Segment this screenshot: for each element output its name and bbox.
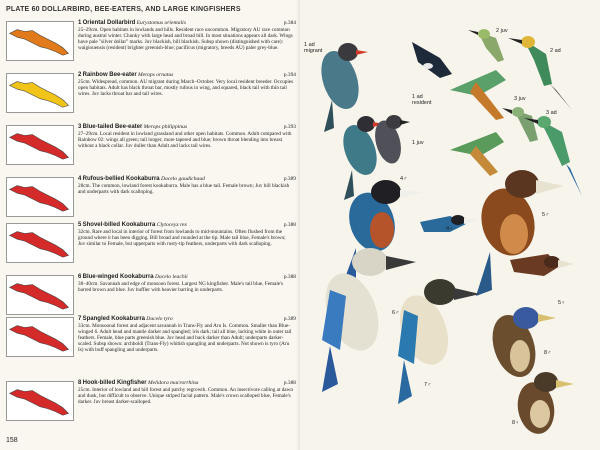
scientific-name: Clytoceyx rex [156,222,188,228]
range-map [6,73,74,113]
species-description: 25–29cm. Open habitats in lowlands and hills. Resident race uncommon. Migratory AU race common during austral winter. Chunky with large head and broad bill. In most situations appears all dark. Wings have pale "silver dollar" marks. Juv blackish, bill blackish. Subsp shown (distinguished with care): waigiouensis (resident) brighter greenish-blue; pacificus (migratory, breeds AU) paler grey-blue. [78,26,293,51]
hook-billed-kingfisher-female-illustration [514,372,574,437]
species-description: 32cm. Rare and local in interior of forest from lowlands to mid-mountains. Often flushed from the ground where it has been digging. Bill broad and rounded at the tip. Male tail blue, Female's brown; Juv similar to Female, but upperparts with rusty-tip feathers, underparts with dark scalloping. [78,228,286,247]
species-entry [6,72,296,118]
new-guinea-shape [10,232,69,258]
scientific-name: Dacelo gaudichaud [160,176,205,182]
species-number: 4 [78,176,82,182]
species-entry [6,274,296,320]
range-map-svg [7,74,73,112]
species-number: 5 [78,222,82,228]
species-description: 27–29cm. Local resident in lowland grassland and other open habitats. Common. Adult compared with Rainbow 02: wings all green; tail longer, more tapered and blue; brown throat blending into breast without a black collar. Juv duller than Adult and lacks tail wires. [78,130,292,149]
page-reference: p.394 [283,72,296,78]
range-map-svg [7,22,73,60]
species-name: Spangled Kookaburra [82,316,145,322]
range-map-svg [7,318,73,356]
new-guinea-shape [10,390,69,416]
label-7-male: 7♂ [424,382,432,388]
species-entry [6,20,296,66]
rainbow-bee-eater-flight-illustration [450,70,506,120]
species-number: 1 [78,20,82,26]
species-description: 28cm. The common, lowland forest kookaburra. Male has a blue tail. Female brown; Juv bill blackish and underparts with dark scalloping. [78,182,290,195]
species-entry [6,380,296,426]
spangled-kookaburra-illustration [391,279,480,404]
range-map [6,125,74,165]
new-guinea-shape [10,134,69,160]
species-number: 8 [78,380,82,386]
species-description: 33cm. Monsoonal forest and adjacent savannah in Trans-Fly and Aru Is. Common. Smaller than Blue-winged 6. Adult head and mantle darker and spangled; iris dark; tail all blue, lacking white in outer tail feathers. Female, blue parts greenish blue. Juv head and back darker than Adult; underparts darker-scaled. Subsp shown: archboldi (Trans-Fly) whitish spangling and underparts. Not shown is tyro (Aru Is) with buff spangling and underparts. [78,322,292,353]
plate-title: PLATE 60 DOLLARBIRD, BEE-EATERS, AND LARGE KINGFISHERS [6,6,241,13]
label-4-male: 4♂ [400,176,408,182]
scientific-name: Eurystomus orientalis [136,20,186,26]
range-map [6,275,74,315]
dollarbird-flight-illustration [412,42,452,78]
shovel-billed-kookaburra-male-illustration [474,170,564,296]
label-3-ad: 3 ad [546,110,557,116]
label-4-female: 4♀ [446,226,454,232]
label-3-juv: 3 juv [514,96,526,102]
new-guinea-shape [10,326,69,352]
species-name: Oriental Dollarbird [82,20,136,26]
right-page-plate [300,0,600,450]
label-2-juv: 2 juv [496,28,508,34]
label-1-ad-migrant: 1 ad migrant [304,42,323,54]
species-description: 25cm. Widespread, common. AU migrant during March–October. Very local resident breeder. Occupies open habitats. Adult has black throat bar, mostly rufous in wing, and squared, black tail with thin tail wires. Juv lacks throat bar and tail wires. [78,78,294,97]
label-5-female: 5♀ [558,300,566,306]
species-name: Hook-billed Kingfisher [82,380,147,386]
new-guinea-shape [10,284,69,310]
range-map-svg [7,382,73,420]
species-entry [6,176,296,222]
new-guinea-shape [10,186,69,212]
range-map [6,21,74,61]
species-number: 7 [78,316,82,322]
scientific-name: Dacelo leachii [154,274,188,280]
label-8-male: 8♂ [544,350,552,356]
range-map [6,381,74,421]
new-guinea-shape [10,82,69,108]
species-description: 38–40cm. Savannah and edge of monsoon forest. Largest NG kingfisher. Male's tail blue, Female's barred brown and blue. Juv buffier with heavier barring in underparts. [78,280,284,293]
page-reference: p.388 [283,274,296,280]
range-map-svg [7,178,73,216]
shovel-billed-kookaburra-female-illustration [510,254,574,276]
species-name: Rainbow Bee-eater [82,72,137,78]
page-number: 158 [6,437,18,444]
page-reference: p.384 [283,20,296,26]
bird-illustrations [300,0,600,450]
label-6-male: 6♂ [392,310,400,316]
range-map [6,223,74,263]
new-guinea-shape [10,30,69,56]
page-reference: p.389 [283,176,296,182]
species-name: Rufous-bellied Kookaburra [82,176,160,182]
blue-tailed-bee-eater-flight-illustration [450,132,504,176]
label-1-juv: 1 juv [412,140,424,146]
label-1-ad-resident: 1 ad resident [412,94,432,106]
species-number: 6 [78,274,82,280]
scientific-name: Melidora macrorrhina [147,380,199,386]
range-map-svg [7,276,73,314]
range-map-svg [7,224,73,262]
species-description: 25cm. Interior of lowland and hill forest and patchy regrowth. Common. An insectivore calling at dawn and dusk, but difficult to observe. Unique striped facial pattern. Male's crown scalloped blue, Female's darker. Juv breast darker-scalloped. [78,386,293,405]
species-number: 2 [78,72,82,78]
species-name: Shovel-billed Kookaburra [82,222,156,228]
hook-billed-kingfisher-male-illustration [485,307,556,383]
range-map-svg [7,126,73,164]
label-5-male: 5♂ [542,212,550,218]
species-name: Blue-tailed Bee-eater [82,124,143,130]
range-map [6,317,74,357]
label-2-ad: 2 ad [550,48,561,54]
page-reference: p.388 [283,222,296,228]
scientific-name: Merops ornatus [137,72,174,78]
page-reference: p.388 [283,380,296,386]
label-8-female: 8♀ [512,420,520,426]
scientific-name: Dacelo tyro [146,316,173,322]
species-number: 3 [78,124,82,130]
page-reference: p.389 [283,316,296,322]
page-reference: p.393 [283,124,296,130]
blue-tailed-bee-eater-juvenile-illustration [502,107,538,142]
species-entry [6,124,296,170]
species-entry [6,316,296,362]
species-entry [6,222,296,268]
species-name: Blue-winged Kookaburra [82,274,154,280]
scientific-name: Merops philippinus [143,124,188,130]
range-map [6,177,74,217]
